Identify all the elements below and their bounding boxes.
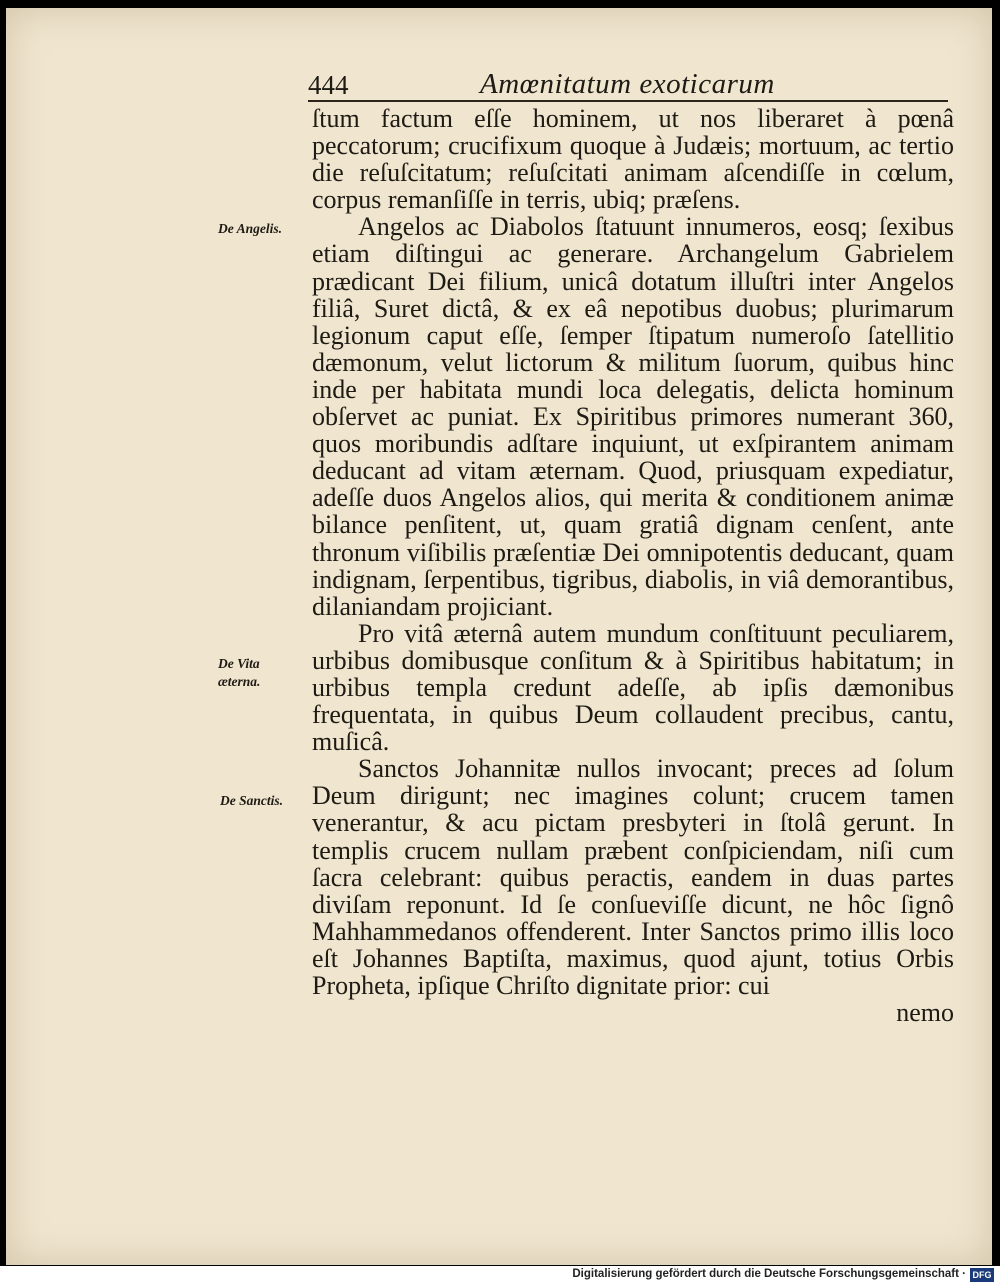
margin-note-angels: De Angelis. xyxy=(218,221,282,236)
page-number: 444 xyxy=(308,70,349,100)
paragraph-eternal-life: Pro vitâ æternâ autem mundum conſtituunt peculiarem, urbibus domibusque conſitum & à Spiritibus habitatum; in urbibus templa credunt adeſſe, ab ipſis dæmonibus frequentata, in quibus Deum collaudent precibus, cantu, muſicâ. xyxy=(312,618,954,757)
page-header xyxy=(300,70,970,106)
paragraph-angels: Angelos ac Diabolos ſtatuunt innumeros, eosq; ſexibus etiam diſtingui ac generare. Archangelum Gabrielem prædicant Dei filium, unicâ dotatum illuſtri inter Angelos filiâ, Suret dictâ, & ex eâ nepotibus duobus; plurimarum legionum caput eſſe, ſemper ſtipatum numeroſo ſatellitio dæmonum, velut lictorum & militum ſuorum, quibus hinc inde per habitata mundi loca delegatis, delicta hominum obſervet ac puniat. Ex Spiritibus primores numerant 360, quos moribundis adſtare inquiunt, ut exſpirantem animam deducant ad vitam æternam. Quod, priusquam expediatur, adeſſe duos Angelos alios, qui merita & conditionem animæ bilance penſitent, ut, quam gratiâ dignam cenſent, ante thronum viſibilis præſentiæ Dei omnipotentis deducant, quam indignam, ſerpentibus, tigribus, diabolis, in viâ demorantibus, dilaniandam projiciant. xyxy=(312,212,954,621)
body-text xyxy=(312,105,954,1026)
running-title: Amœnitatum exoticarum xyxy=(480,68,775,100)
header-rule xyxy=(308,100,948,102)
paragraph-1: ſtum factum eſſe hominem, ut nos liberaret à pœnâ peccatorum; crucifixum quoque à Judæis; mortuum, ac tertio die reſuſcitatum; reſuſcitati animam aſcendiſſe in cœlum, corpus remanſiſſe in terris, ubiq; præſens. xyxy=(312,104,954,215)
margin-note-saints: De Sanctis. xyxy=(220,793,284,808)
paragraph-saints: Sanctos Johannitæ nullos invocant; preces ad ſolum Deum dirigunt; nec imagines colunt; crucem tamen venerantur, & acu pictam presbyteri in ſtolâ gerunt. In templis crucem nullam præbent conſpiciendam, niſi cum ſacra celebrant: quibus peractis, eandem in duas partes diviſam reponunt. Id ſe conſueviſſe dicunt, ne hôc ſignô Mahhammedanos offenderent. Inter Sanctos primo illis loco eſt Johannes Baptiſta, maximus, quod ajunt, totius Orbis Propheta, ipſique Chriſto dignitate prior: cui xyxy=(312,754,954,1000)
dfg-logo-icon: DFG xyxy=(970,1268,994,1282)
margin-note-eternal-life: De Vita æterna. xyxy=(218,656,261,689)
digitization-credit: Digitalisierung gefördert durch die Deutsche Forschungsgemeinschaft · xyxy=(572,1268,966,1280)
footer-bar xyxy=(0,1266,1000,1285)
catchword: nemo xyxy=(896,998,954,1028)
